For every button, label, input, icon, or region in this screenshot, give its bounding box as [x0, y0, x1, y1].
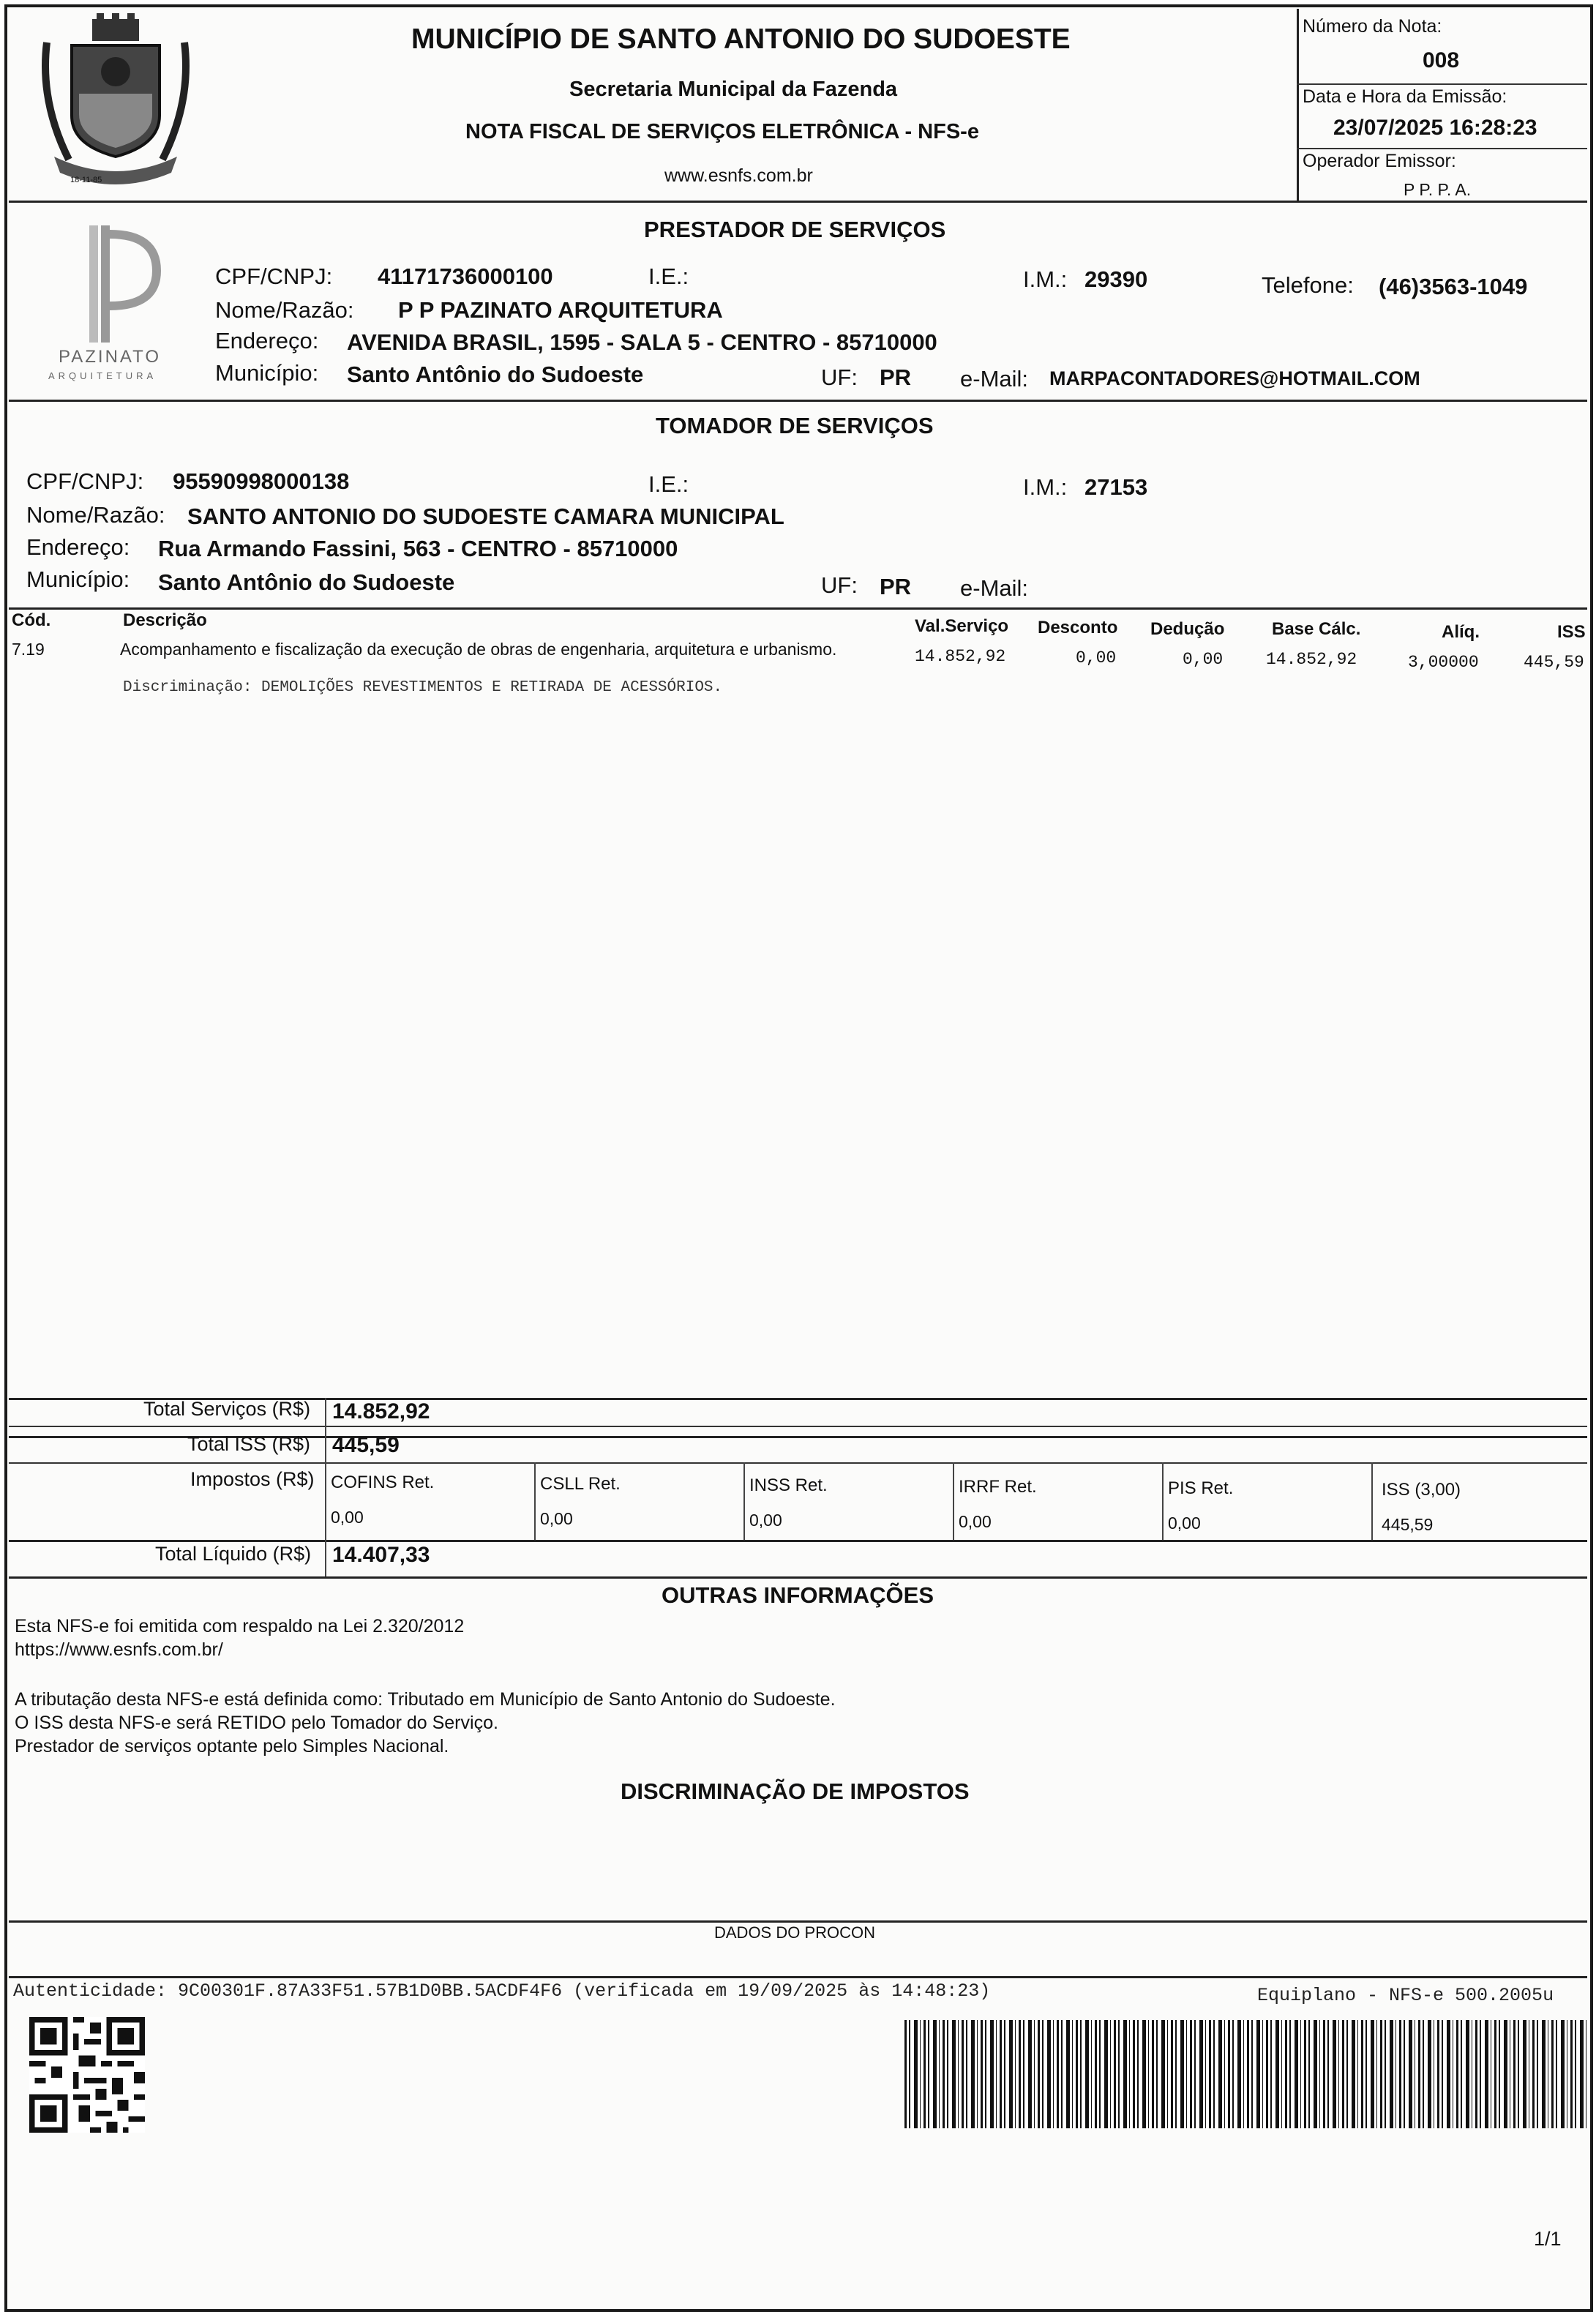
col-header-discount: Desconto [1038, 618, 1118, 637]
header-box-line [1297, 83, 1587, 85]
tax-csll-label: CSLL Ret. [540, 1474, 621, 1494]
taker-email-label: e-Mail: [960, 575, 1029, 601]
col-header-description: Descrição [123, 610, 207, 630]
municipality-title: MUNICÍPIO DE SANTO ANTONIO DO SUDOESTE [411, 23, 1071, 55]
taker-im: 27153 [1084, 474, 1148, 500]
total-iss-value: 445,59 [332, 1433, 400, 1457]
col-header-iss: ISS [1557, 622, 1586, 642]
taker-address: Rua Armando Fassini, 563 - CENTRO - 85710000 [158, 536, 678, 561]
taker-name-label: Nome/Razão: [26, 502, 165, 528]
total-services-label: Total Serviços (R$) [143, 1398, 311, 1420]
provider-address: AVENIDA BRASIL, 1595 - SALA 5 - CENTRO - 85710000 [347, 329, 937, 355]
tax-inss-label: INSS Ret. [749, 1475, 828, 1495]
document-type-title: NOTA FISCAL DE SERVIÇOS ELETRÔNICA - NFS-e [465, 120, 979, 143]
taker-cnpj-label: CPF/CNPJ: [26, 468, 144, 494]
taker-name: SANTO ANTONIO DO SUDOESTE CAMARA MUNICIPAL [187, 504, 784, 529]
net-total-value: 14.407,33 [332, 1543, 430, 1567]
note-number: 008 [1423, 48, 1460, 72]
provider-logo-subtext: ARQUITETURA [48, 370, 157, 381]
service-discount: 0,00 [1076, 648, 1117, 667]
provider-ie-label: I.E.: [648, 263, 689, 289]
provider-name-label: Nome/Razão: [215, 297, 354, 323]
provider-email: MARPACONTADORES@HOTMAIL.COM [1049, 367, 1420, 389]
provider-im-label: I.M.: [1023, 266, 1068, 292]
provider-cnpj-label: CPF/CNPJ: [215, 263, 333, 289]
col-header-deduction: Dedução [1150, 619, 1225, 639]
tax-iss-label: ISS (3,00) [1382, 1480, 1461, 1500]
tax-cofins-value: 0,00 [331, 1508, 364, 1527]
total-iss-label: Total ISS (R$) [187, 1433, 311, 1455]
tax-irrf-label: IRRF Ret. [959, 1477, 1037, 1497]
taker-uf: PR [880, 574, 912, 599]
totals-label-divider [325, 1398, 326, 1576]
tax-pis-label: PIS Ret. [1168, 1478, 1234, 1498]
authenticity-code: Autenticidade: 9C00301F.87A33F51.57B1D0BB.5ACDF4F6 (verificada em 19/09/2025 às 14:48:23) [13, 1980, 991, 2002]
totals-row-line [9, 1540, 1587, 1542]
provider-city-label: Município: [215, 360, 319, 386]
service-iss: 445,59 [1524, 653, 1584, 672]
service-description: Acompanhamento e fiscalização da execução de obras de engenharia, arquitetura e urbanismo. [120, 640, 837, 659]
provider-address-label: Endereço: [215, 328, 319, 353]
tax-cell-divider [953, 1462, 954, 1540]
tax-cell-divider [743, 1462, 745, 1540]
other-info-line: O ISS desta NFS-e será RETIDO pelo Tomador do Serviço. [15, 1713, 498, 1733]
tax-csll-value: 0,00 [540, 1509, 573, 1528]
tax-inss-value: 0,00 [749, 1511, 782, 1530]
tax-pis-value: 0,00 [1168, 1514, 1201, 1533]
service-deduction: 0,00 [1183, 650, 1224, 669]
taker-section-title: TOMADOR DE SERVIÇOS [656, 413, 934, 438]
provider-uf-label: UF: [821, 364, 858, 390]
taker-uf-label: UF: [821, 572, 858, 598]
service-rate: 3,00000 [1408, 653, 1479, 672]
total-services-value: 14.852,92 [332, 1399, 430, 1424]
operator-name: P P. P. A. [1404, 180, 1472, 199]
provider-name: P P PAZINATO ARQUITETURA [398, 297, 723, 323]
software-version: Equiplano - NFS-e 500.2005u [1257, 1985, 1554, 2006]
section-divider [9, 201, 1587, 203]
other-info-line[interactable]: https://www.esnfs.com.br/ [15, 1639, 223, 1660]
procon-top-border [9, 1920, 1587, 1923]
page-number: 1/1 [1534, 2228, 1562, 2250]
taxes-label: Impostos (R$) [190, 1468, 315, 1490]
procon-title: DADOS DO PROCON [714, 1923, 876, 1942]
service-base: 14.852,92 [1266, 650, 1357, 669]
section-divider [9, 607, 1587, 610]
header-divider [1297, 9, 1299, 201]
taxes-discrimination-title: DISCRIMINAÇÃO DE IMPOSTOS [621, 1778, 970, 1804]
header-box-line [1297, 148, 1587, 149]
provider-section-title: PRESTADOR DE SERVIÇOS [644, 217, 946, 242]
provider-email-label: e-Mail: [960, 366, 1029, 392]
col-header-value: Val.Serviço [915, 616, 1009, 636]
totals-row-line [9, 1426, 1587, 1427]
provider-cnpj: 41171736000100 [378, 263, 553, 289]
other-info-line: Esta NFS-e foi emitida com respaldo na Lei 2.320/2012 [15, 1616, 465, 1636]
taker-ie-label: I.E.: [648, 471, 689, 497]
service-value: 14.852,92 [915, 647, 1006, 666]
coat-of-arms-caption: 18-11-85 [70, 176, 102, 184]
issue-datetime: 23/07/2025 16:28:23 [1333, 116, 1537, 140]
tax-iss-value: 445,59 [1382, 1515, 1434, 1534]
col-header-rate: Alíq. [1442, 622, 1480, 642]
tax-cell-divider [1162, 1462, 1164, 1540]
net-total-label: Total Líquido (R$) [155, 1543, 312, 1565]
taker-address-label: Endereço: [26, 534, 130, 560]
taker-cnpj: 95590998000138 [173, 468, 350, 494]
website-link[interactable]: www.esnfs.com.br [664, 165, 813, 186]
provider-uf: PR [880, 364, 912, 390]
totals-bottom-border [9, 1576, 1587, 1579]
totals-row-line [9, 1462, 1587, 1464]
operator-label: Operador Emissor: [1303, 151, 1456, 171]
provider-city: Santo Antônio do Sudoeste [347, 362, 644, 387]
secretariat-title: Secretaria Municipal da Fazenda [569, 78, 898, 101]
taker-city-label: Município: [26, 566, 130, 592]
issue-datetime-label: Data e Hora da Emissão: [1303, 86, 1507, 107]
taker-im-label: I.M.: [1023, 474, 1068, 500]
tax-cell-divider [534, 1462, 536, 1540]
other-info-line: Prestador de serviços optante pelo Simples Nacional. [15, 1736, 449, 1757]
tax-cell-divider [1371, 1462, 1373, 1540]
provider-im: 29390 [1084, 266, 1148, 292]
col-header-code: Cód. [12, 610, 51, 630]
other-info-line: A tributação desta NFS-e está definida como: Tributado em Município de Santo Antonio do Sudoeste. [15, 1689, 836, 1710]
tax-irrf-value: 0,00 [959, 1512, 992, 1531]
barcode [904, 2020, 1589, 2128]
municipal-coat-of-arms [25, 13, 206, 186]
provider-phone-label: Telefone: [1262, 272, 1354, 298]
service-code: 7.19 [12, 640, 45, 659]
procon-bottom-border [9, 1976, 1587, 1978]
note-number-label: Número da Nota: [1303, 16, 1442, 37]
col-header-base: Base Cálc. [1272, 619, 1361, 639]
provider-logo-text: PAZINATO [59, 347, 162, 367]
section-divider [9, 400, 1587, 402]
other-info-title: OUTRAS INFORMAÇÕES [662, 1582, 934, 1608]
service-discrimination: Discriminação: DEMOLIÇÕES REVESTIMENTOS E RETIRADA DE ACESSÓRIOS. [123, 679, 723, 696]
provider-phone: (46)3563-1049 [1379, 274, 1528, 299]
taker-city: Santo Antônio do Sudoeste [158, 569, 455, 595]
tax-cofins-label: COFINS Ret. [331, 1473, 435, 1492]
qr-code[interactable] [29, 2017, 145, 2133]
